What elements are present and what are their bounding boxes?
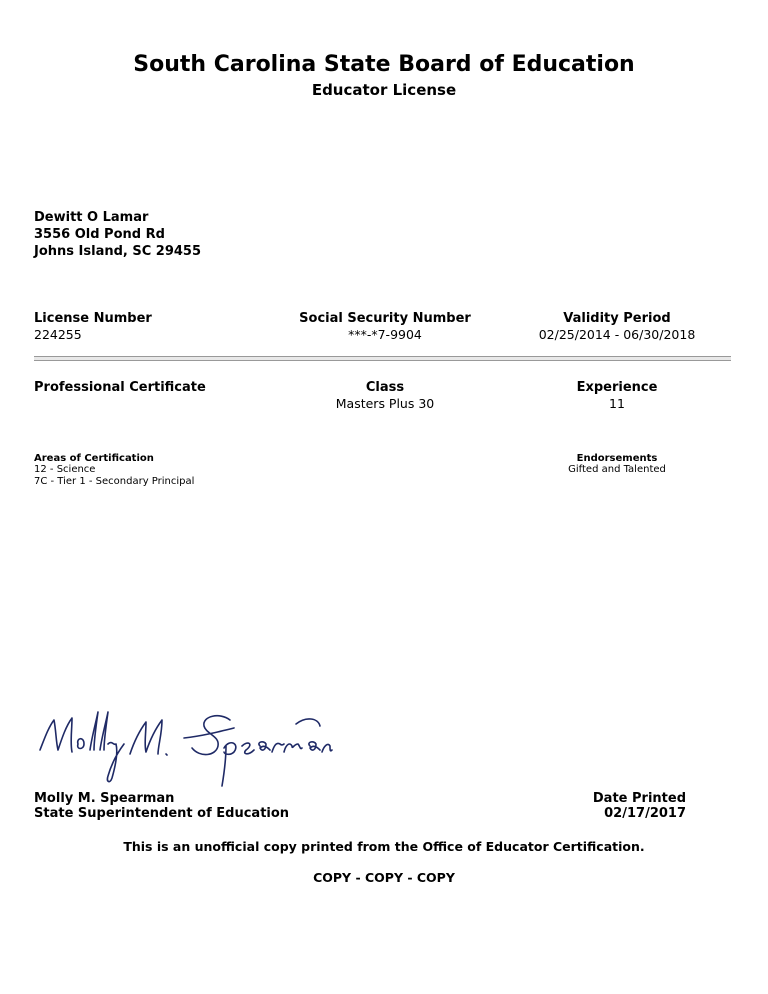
class-value: Masters Plus 30 [335, 396, 435, 411]
endorsement-item: Gifted and Talented [568, 464, 666, 475]
signature-image [34, 700, 334, 790]
area-item: 12 - Science [34, 464, 96, 475]
ssn-label: Social Security Number [299, 311, 471, 326]
ssn-value: ***-*7-9904 [348, 327, 422, 342]
document-title: South Carolina State Board of Education [133, 52, 635, 77]
certificate-type: Professional Certificate [34, 380, 206, 395]
license-number-block [34, 311, 152, 342]
document-subtitle: Educator License [311, 81, 457, 99]
areas-of-certification [34, 453, 194, 488]
recipient-name: Dewitt O Lamar [34, 210, 149, 225]
date-printed-label: Date Printed [592, 791, 686, 806]
copy-watermark: COPY - COPY - COPY [313, 870, 455, 885]
unofficial-notice: This is an unofficial copy printed from the Office of Educator Certification. [123, 839, 645, 854]
license-number-value: 224255 [34, 327, 82, 342]
signatory-name: Molly M. Spearman [34, 791, 175, 806]
areas-label: Areas of Certification [34, 453, 154, 464]
validity-value: 02/25/2014 - 06/30/2018 [538, 327, 696, 342]
endorsements-label: Endorsements [576, 453, 658, 464]
endorsements [520, 453, 714, 476]
experience-value: 11 [609, 396, 625, 411]
recipient-address [34, 209, 201, 260]
date-printed-block [520, 791, 686, 821]
signatory-title: State Superintendent of Education [34, 806, 290, 821]
recipient-street: 3556 Old Pond Rd [34, 227, 165, 242]
section-divider [34, 356, 731, 361]
recipient-city: Johns Island, SC 29455 [34, 244, 202, 259]
ssn-block [285, 311, 485, 342]
class-label: Class [365, 380, 405, 395]
validity-label: Validity Period [563, 311, 671, 326]
experience-label: Experience [576, 380, 658, 395]
area-item: 7C - Tier 1 - Secondary Principal [34, 476, 195, 487]
class-block [285, 380, 485, 411]
experience-block [520, 380, 714, 411]
validity-block [520, 311, 714, 342]
signatory-block [34, 791, 289, 821]
license-number-label: License Number [34, 311, 152, 326]
date-printed-value: 02/17/2017 [604, 806, 686, 821]
